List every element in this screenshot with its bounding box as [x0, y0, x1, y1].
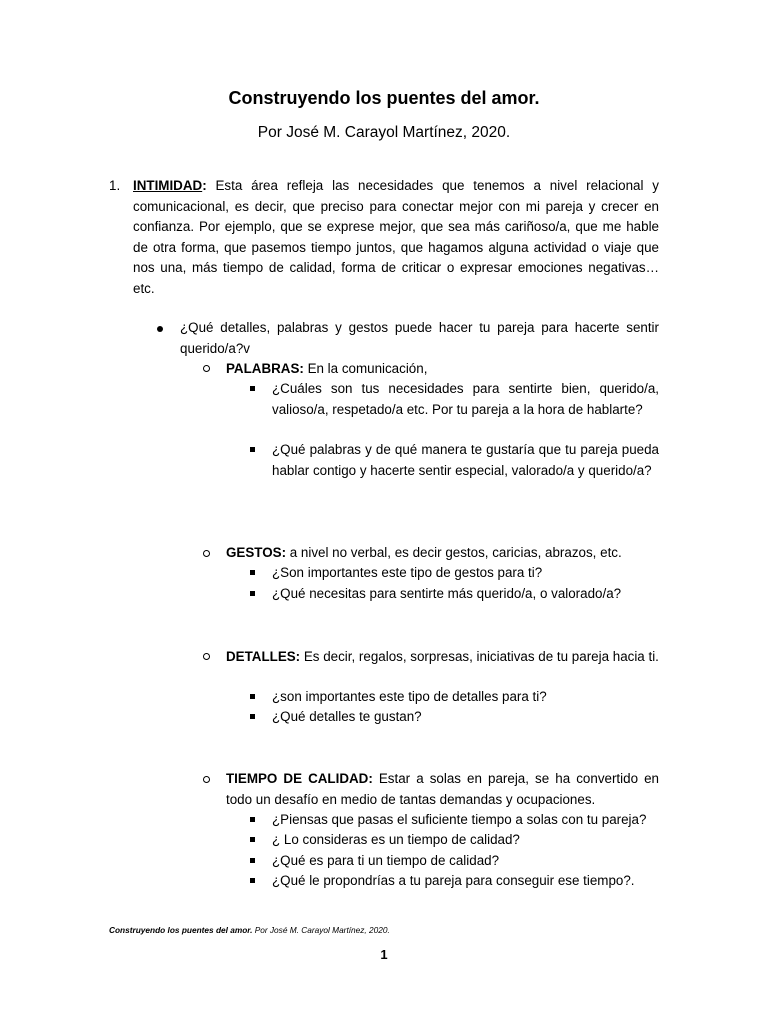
palabras-question-2: ¿Qué palabras y de qué manera te gustaría que tu pareja pueda hablar contigo y hacerte sentir especial, valorado/a y querido/a?: [272, 442, 659, 478]
tiempo-question-2: ¿ Lo consideras es un tiempo de calidad?: [272, 832, 520, 847]
detalles-label: DETALLES:: [226, 649, 301, 664]
page-subtitle: Por José M. Carayol Martínez, 2020.: [257, 124, 511, 141]
main-question: ¿Qué detalles, palabras y gestos puede hacer tu pareja para hacerte sentir querido/a?v: [180, 320, 659, 356]
square-bullet: [250, 386, 255, 391]
tiempo-question-4: ¿Qué le propondrías a tu pareja para conseguir ese tiempo?.: [272, 873, 635, 888]
tiempo-question-3: ¿Qué es para ti un tiempo de calidad?: [272, 853, 500, 868]
square-bullet: [250, 447, 255, 452]
section-heading: INTIMIDAD: [133, 178, 203, 193]
detalles-line: [226, 647, 659, 668]
page-title: Construyendo los puentes del amor.: [228, 88, 540, 108]
page-footer: [109, 925, 390, 935]
palabras-line: [226, 359, 427, 380]
section-number: 1.: [109, 178, 121, 193]
page-number: 1: [380, 947, 388, 962]
footer-author: Por José M. Carayol Martínez, 2020.: [252, 925, 390, 935]
square-bullet: [250, 837, 255, 842]
circle-bullet-detalles: [203, 653, 210, 660]
circle-bullet-gestos: [203, 550, 210, 557]
square-bullet: [250, 878, 255, 883]
square-bullet: [250, 714, 255, 719]
tiempo-label: TIEMPO DE CALIDAD:: [226, 771, 373, 786]
detalles-text: Es decir, regalos, sorpresas, iniciativas de tu pareja hacia ti.: [300, 649, 659, 664]
square-bullet: [250, 694, 255, 699]
tiempo-question-1: ¿Piensas que pasas el suficiente tiempo a solas con tu pareja?: [272, 812, 647, 827]
gestos-question-1: ¿Son importantes este tipo de gestos para ti?: [272, 565, 543, 580]
circle-bullet-tiempo: [203, 776, 210, 783]
square-bullet: [250, 858, 255, 863]
section-paragraph: [133, 176, 659, 299]
gestos-question-2: ¿Qué necesitas para sentirte más querido/a, o valorado/a?: [272, 586, 622, 601]
gestos-line: [226, 543, 622, 564]
footer-title: Construyendo los puentes del amor.: [109, 925, 253, 935]
bullet-dot: [157, 326, 163, 332]
gestos-label: GESTOS:: [226, 545, 287, 560]
tiempo-text: Estar a solas en pareja, se ha convertido en todo un desafío en medio de tantas demandas y ocupaciones.: [226, 771, 659, 807]
circle-bullet-palabras: [203, 365, 210, 372]
section-body: Esta área refleja las necesidades que tenemos a nivel relacional y comunicacional, es decir, que preciso para conectar mejor con mi pareja y crecer en confianza. Por ejemplo, que se exprese mejor, que sea más cariñoso/a, que me hable de otra forma, que pasemos tiempo juntos, que hagamos alguna actividad o viaje que nos una, más tiempo de calidad, forma de criticar o expresar emociones negativas… etc.: [133, 178, 659, 296]
square-bullet: [250, 591, 255, 596]
detalles-question-2: ¿Qué detalles te gustan?: [272, 709, 422, 724]
palabras-label: PALABRAS:: [226, 361, 304, 376]
tiempo-line: [226, 769, 659, 810]
section-heading-colon: :: [202, 178, 207, 193]
palabras-text: En la comunicación,: [303, 361, 428, 376]
square-bullet: [250, 570, 255, 575]
gestos-text: a nivel no verbal, es decir gestos, caricias, abrazos, etc.: [286, 545, 622, 560]
square-bullet: [250, 817, 255, 822]
detalles-question-1: ¿son importantes este tipo de detalles para ti?: [272, 689, 547, 704]
palabras-question-1: ¿Cuáles son tus necesidades para sentirte bien, querido/a, valioso/a, respetado/a etc. Por tu pareja a la hora de hablarte?: [272, 381, 659, 417]
